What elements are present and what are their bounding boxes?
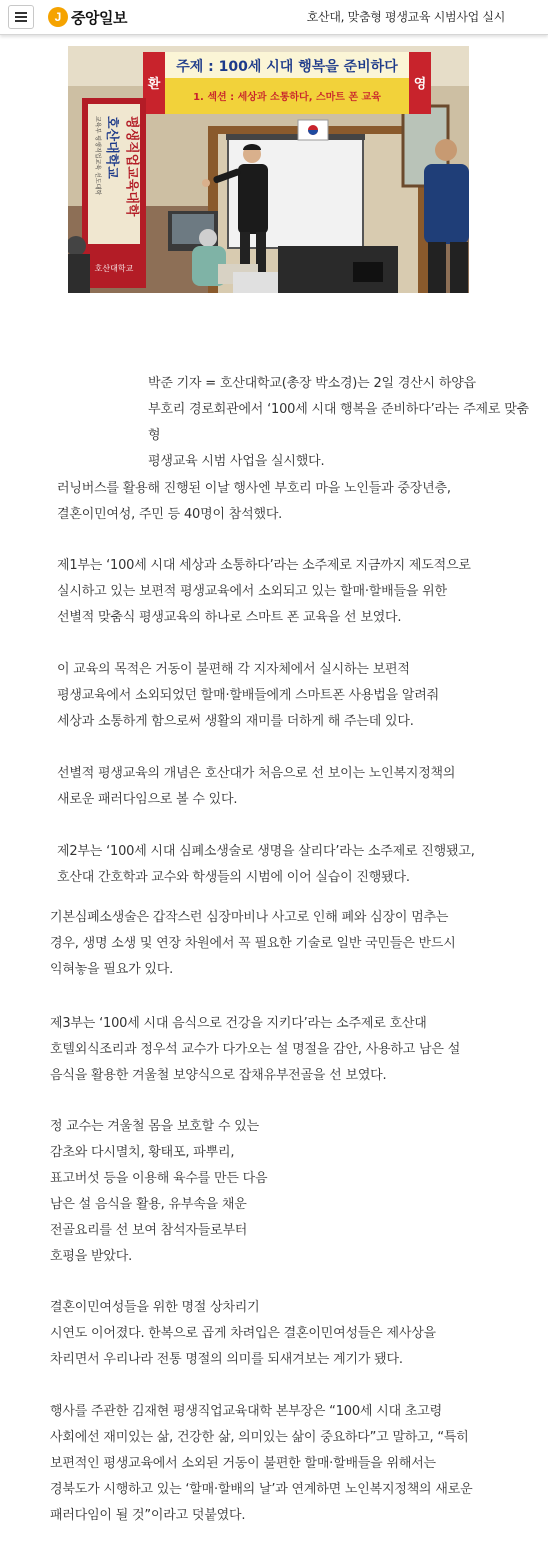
logo-text: 중앙일보 bbox=[71, 8, 127, 27]
vertical-banner-main: 평생직업교육대학 bbox=[124, 116, 139, 217]
hamburger-menu-icon[interactable] bbox=[8, 5, 34, 29]
article-paragraph: 결혼이민여성들을 위한 명절 상차리기 시연도 이어졌다. 한복으로 곱게 차려입은 결혼이민여성들은 제사상을 차리면서 우리나라 전통 명절의 의미를 되새겨보는 계기가 됐다. bbox=[50, 1300, 436, 1367]
article-paragraph: 이 교육의 목적은 거동이 불편해 각 지자체에서 실시하는 보편적 평생교육에서 소외되었던 할매·할배들에게 스마트폰 사용법을 알려줘 세상과 소통하게 함으로써 생활의 재미를 더하게 해 주는데 있다. bbox=[57, 662, 439, 729]
banner-left-char: 환 bbox=[147, 77, 161, 92]
flag-image bbox=[298, 120, 328, 140]
banner-title: 주제 : 100세 시대 행복을 준비하다 bbox=[176, 59, 398, 75]
article-paragraph: 러닝버스를 활용해 진행된 이날 행사엔 부호리 마을 노인들과 중장년층, 결혼이민여성, 주민 등 40명이 참석했다. bbox=[57, 481, 451, 522]
site-logo[interactable] bbox=[48, 5, 127, 29]
article-paragraph: 박준 기자 = 호산대학교(총장 박소경)는 2일 경산시 하양읍 부호리 경로회관에서 ‘100세 시대 행복을 준비하다’라는 주제로 맞춤형 평생교육 시범 사업을 실시했다. bbox=[148, 376, 529, 469]
article-paragraph: 정 교수는 겨울철 몸을 보호할 수 있는 감초와 다시멸치, 황태포, 파뿌리, 표고버섯 등을 이용해 육수를 만든 다음 남은 설 음식을 활용, 유부속을 채운 전골요리를 선 보여 참석자들로부터 호평을 받았다. bbox=[50, 1119, 268, 1264]
article-paragraph: 행사를 주관한 김재현 평생직업교육대학 본부장은 “100세 시대 초고령 사회에선 재미있는 삶, 건강한 삶, 의미있는 삶이 중요하다”고 말하고, “특히 보편적인 평생교육에서 소외된 거동이 불편한 할매·할배들을 위해서는 경북도가 시행하고 있는 ‘할매·할배의 날’과 연계하면 노인복지정책의 새로운 패러다임이 될 것”이라고 덧붙였다. bbox=[50, 1404, 473, 1523]
logo-mark: J bbox=[48, 7, 68, 27]
vertical-banner bbox=[82, 98, 146, 288]
article-paragraph: 제3부는 ‘100세 시대 음식으로 건강을 지키다’라는 소주제로 호산대 호텔외식조리과 정우석 교수가 다가오는 설 명절을 감안, 사용하고 남은 설 음식을 활용한 겨울철 보양식으로 잡채유부전골을 선 보였다. bbox=[50, 1016, 461, 1083]
article-paragraph: 제2부는 ‘100세 시대 심폐소생술로 생명을 살리다’라는 소주제로 진행됐고, 호산대 간호학과 교수와 학생들의 시범에 이어 실습이 진행됐다. bbox=[57, 844, 475, 885]
event-banner bbox=[143, 52, 431, 114]
article-photo bbox=[68, 46, 469, 293]
article-title: 호산대, 맞춤형 평생교육 시범사업 실시 bbox=[306, 10, 505, 24]
vertical-banner-school: 호산대학교 bbox=[104, 116, 119, 179]
vertical-banner-side: 교육부 평생직업교육 선도대학 bbox=[94, 116, 101, 196]
banner-subtitle: 1. 섹션 : 세상과 소통하다, 스마트 폰 교육 bbox=[193, 92, 381, 103]
vertical-banner-footer: 호산대학교 bbox=[94, 264, 134, 273]
banner-right-char: 영 bbox=[413, 77, 427, 92]
top-header-bar bbox=[0, 0, 548, 35]
article-paragraph: 선별적 평생교육의 개념은 호산대가 처음으로 선 보이는 노인복지정책의 새로운 패러다임으로 볼 수 있다. bbox=[57, 766, 456, 807]
article-paragraph: 기본심폐소생술은 갑작스런 심장마비나 사고로 인해 폐와 심장이 멈추는 경우, 생명 소생 및 연장 차원에서 꼭 필요한 기술로 일반 국민들은 반드시 익혀놓을 필요가 있다. bbox=[50, 910, 456, 977]
article-paragraph: 제1부는 ‘100세 시대 세상과 소통하다’라는 소주제로 지금까지 제도적으로 실시하고 있는 보편적 평생교육에서 소외되고 있는 할매·할배들을 위한 선별적 맞춤식 평생교육의 하나로 스마트 폰 교육을 선 보였다. bbox=[57, 558, 471, 625]
